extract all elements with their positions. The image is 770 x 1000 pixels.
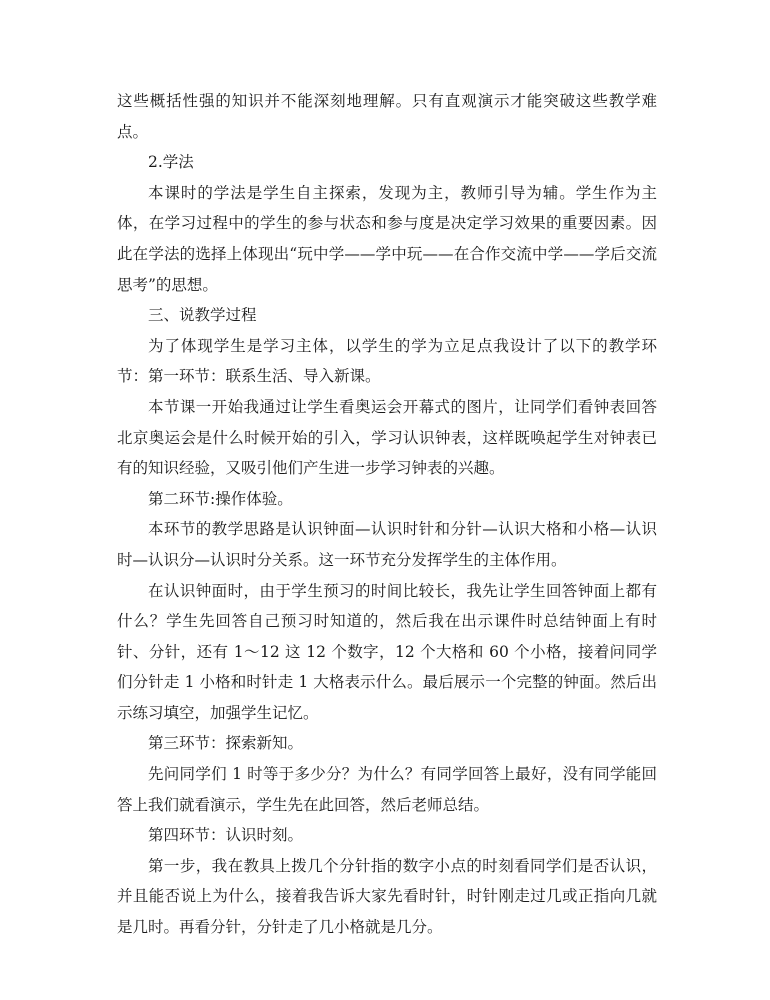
step-heading-3: 第三环节：探索新知。 [148, 734, 304, 753]
paragraph-6: 本节课一开始我通过让学生看奥运会开幕式的图片，让同学们看钟表回答北京奥运会是什么时候开始的引入，学习认识钟表，这样既唤起学生对钟表已有的知识经验，又吸引他们产生进一步学习钟表的兴趣。 [117, 397, 657, 478]
section-heading-study-method: 2.学法 [148, 153, 194, 172]
document-body [117, 86, 657, 943]
paragraph-9: 在认识钟面时，由于学生预习的时间比较长，我先让学生回答钟面上都有什么？学生先回答自己预习时知道的，然后我在出示课件时总结钟面上有时针、分针，还有 1～12 这 12 个数字，12 个大格和 60 个小格，接着问同学们分针走 1 小格和时针走 1 大格表示什么。最后展示一个完整的钟面。然后出示练习填空，加强学生记忆。 [117, 581, 657, 722]
section-heading-teaching-process: 三、说教学过程 [148, 306, 257, 325]
paragraph-3: 本课时的学法是学生自主探索，发现为主，教师引导为辅。学生作为主体，在学习过程中的学生的参与状态和参与度是决定学习效果的重要因素。因此在学法的选择上体现出“玩中学——学中玩——在合作交流中学——学后交流思考”的思想。 [117, 183, 657, 294]
step-heading-2: 第二环节:操作体验。 [148, 489, 293, 508]
paragraph-13: 第一步，我在教具上拨几个分针指的数字小点的时刻看同学们是否认识，并且能否说上为什么，接着我告诉大家先看时针，时针刚走过几或正指向几就是几时。再看分针，分针走了几小格就是几分。 [117, 856, 657, 937]
paragraph-11: 先问同学们 1 时等于多少分？为什么？有同学回答上最好，没有同学能回答上我们就看演示，学生先在此回答，然后老师总结。 [117, 765, 657, 814]
paragraph-5: 为了体现学生是学习主体，以学生的学为立足点我设计了以下的教学环节：第一环节：联系生活、导入新课。 [117, 336, 657, 386]
step-heading-4: 第四环节：认识时刻。 [148, 826, 304, 845]
paragraph-1: 这些概括性强的知识并不能深刻地理解。只有直观演示才能突破这些教学难点。 [117, 92, 657, 141]
paragraph-8: 本环节的教学思路是认识钟面—认识时针和分针—认识大格和小格—认识时—认识分—认识时分关系。这一环节充分发挥学生的主体作用。 [117, 520, 657, 569]
